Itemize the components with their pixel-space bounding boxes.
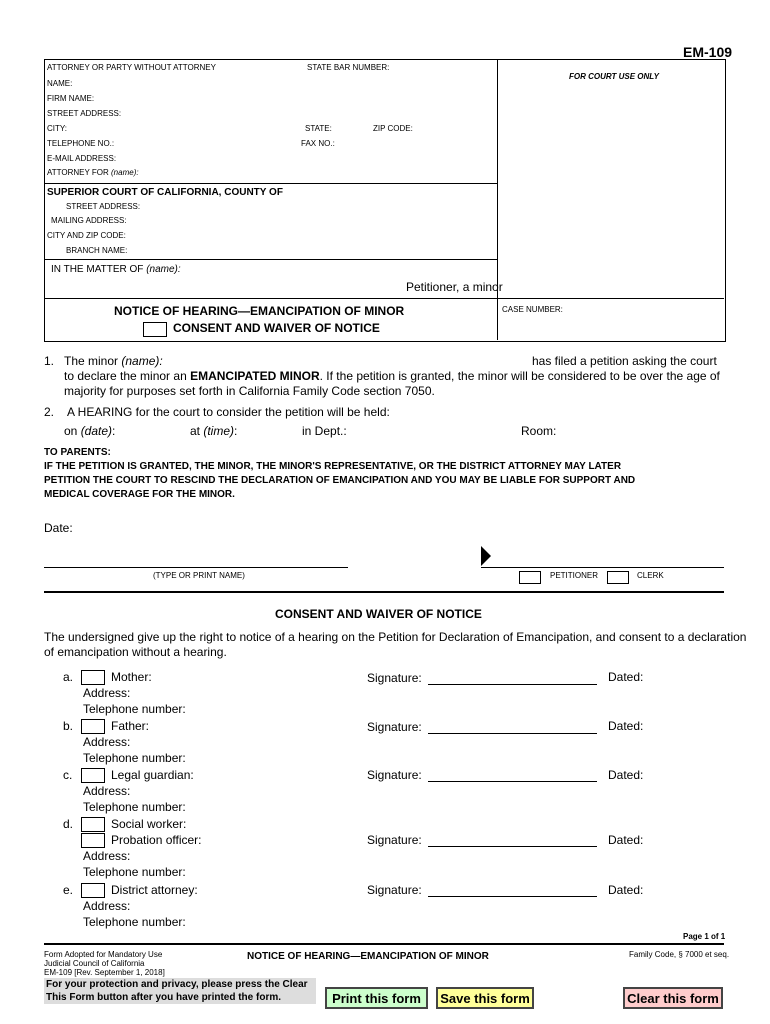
guardian-telephone-label: Telephone number: (83, 800, 186, 814)
attorney-label: ATTORNEY OR PARTY WITHOUT ATTORNEY (47, 63, 216, 72)
hearing-date (64, 424, 115, 438)
mother-telephone-label: Telephone number: (83, 702, 186, 716)
clear-button[interactable]: Clear this form (623, 987, 723, 1009)
da-telephone-label: Telephone number: (83, 915, 186, 929)
adopted-line2: Judicial Council of California (44, 959, 145, 968)
footer-title: NOTICE OF HEARING—EMANCIPATION OF MINOR (247, 951, 489, 962)
matter-label: IN THE MATTER OF (51, 264, 147, 275)
matter-name-hint: (name): (146, 264, 181, 275)
court-title: SUPERIOR COURT OF CALIFORNIA, COUNTY OF (47, 187, 283, 198)
father-telephone-label: Telephone number: (83, 751, 186, 765)
item2-text: A HEARING for the court to consider the petition will be held: (67, 405, 390, 419)
guardian-checkbox[interactable] (81, 768, 105, 783)
da-signature-label: Signature: (367, 883, 422, 897)
page-number: Page 1 of 1 (683, 932, 726, 941)
court-branch-label: BRANCH NAME: (66, 246, 128, 255)
matter-line (51, 264, 181, 275)
party-e-letter: e. (63, 883, 74, 897)
item1-line2-rest: . If the petition is granted, the minor will be considered to be over the age of (319, 369, 720, 383)
footer-rule (44, 943, 724, 945)
adopted-line3: EM-109 [Rev. September 1, 2018] (44, 968, 165, 977)
social-address-label: Address: (83, 849, 131, 863)
social-worker-label: Social worker: (111, 817, 187, 831)
consent-checkbox[interactable] (143, 322, 167, 337)
court-use-label: FOR COURT USE ONLY (569, 72, 659, 81)
city-label: CITY: (47, 124, 68, 133)
party-c-letter: c. (63, 768, 73, 782)
mother-checkbox[interactable] (81, 670, 105, 685)
type-name-label: (TYPE OR PRINT NAME) (153, 571, 245, 580)
item1-text: The minor (64, 354, 122, 368)
privacy-line2: This Form button after you have printed the form. (46, 992, 282, 1003)
party-b-letter: b. (63, 719, 74, 733)
notice-title: NOTICE OF HEARING—EMANCIPATION OF MINOR (114, 304, 405, 318)
state-bar-label: STATE BAR NUMBER: (307, 63, 390, 72)
case-number-label: CASE NUMBER: (502, 305, 563, 314)
name-line (44, 567, 348, 568)
date-hint: (date) (80, 424, 113, 438)
court-street-label: STREET ADDRESS: (66, 202, 141, 211)
room-label: Room: (521, 424, 557, 438)
signature-line (481, 567, 724, 568)
family-code: Family Code, § 7000 et seq. (629, 950, 730, 959)
court-mailing-label: MAILING ADDRESS: (51, 216, 127, 225)
attorney-for-label: ATTORNEY FOR (47, 168, 112, 177)
mother-signature-label: Signature: (367, 671, 422, 685)
fax-label: FAX NO.: (301, 139, 335, 148)
name-label: NAME: (47, 79, 73, 88)
print-button[interactable]: Print this form (325, 987, 428, 1009)
party-a-letter: a. (63, 670, 74, 684)
parents-line2: PETITION THE COURT TO RESCIND THE DECLARATION OF EMANCIPATION AND YOU MAY BE LIABLE FOR SUPPORT AND (44, 475, 636, 486)
email-label: E-MAIL ADDRESS: (47, 154, 117, 163)
mother-label: Mother: (111, 670, 152, 684)
on-label: on (64, 424, 81, 438)
attorney-for-name-hint: (name): (111, 168, 139, 177)
father-address-label: Address: (83, 735, 131, 749)
item1-line2 (64, 369, 720, 383)
consent-intro1: The undersigned give up the right to notice of a hearing on the Petition for Declaration of Emancipation, and consent to a declaration (44, 630, 747, 644)
hearing-time (190, 424, 237, 438)
da-address-label: Address: (83, 899, 131, 913)
social-signature-line[interactable] (428, 846, 597, 847)
item1-text-b: has filed a petition asking the court (532, 354, 717, 368)
party-d-letter: d. (63, 817, 74, 831)
father-signature-label: Signature: (367, 720, 422, 734)
time-hint: (time) (203, 424, 235, 438)
consent-section-title: CONSENT AND WAIVER OF NOTICE (275, 607, 482, 621)
father-label: Father: (111, 719, 150, 733)
da-signature-line[interactable] (428, 896, 597, 897)
parents-title: TO PARENTS: (44, 447, 111, 458)
guardian-label: Legal guardian: (111, 768, 194, 782)
clerk-checkbox[interactable] (607, 571, 629, 584)
consent-title: CONSENT AND WAIVER OF NOTICE (173, 321, 380, 335)
item1-line3: majority for purposes set forth in California Family Code section 7050. (64, 384, 435, 398)
district-attorney-label: District attorney: (111, 883, 198, 897)
street-label: STREET ADDRESS: (47, 109, 122, 118)
at-label: at (190, 424, 204, 438)
petitioner-checkbox[interactable] (519, 571, 541, 584)
probation-officer-checkbox[interactable] (81, 833, 105, 848)
rule (44, 183, 497, 184)
mother-address-label: Address: (83, 686, 131, 700)
social-dated-label: Dated: (608, 833, 644, 847)
father-checkbox[interactable] (81, 719, 105, 734)
section-divider (44, 591, 724, 593)
court-city-label: CITY AND ZIP CODE: (47, 231, 126, 240)
caption-box (44, 59, 726, 342)
save-button[interactable]: Save this form (436, 987, 534, 1009)
social-telephone-label: Telephone number: (83, 865, 186, 879)
privacy-line1: For your protection and privacy, please press the Clear (46, 979, 308, 990)
da-dated-label: Dated: (608, 883, 644, 897)
guardian-dated-label: Dated: (608, 768, 644, 782)
dept-label: in Dept.: (302, 424, 347, 438)
mother-signature-line[interactable] (428, 684, 597, 685)
probation-officer-label: Probation officer: (111, 833, 202, 847)
time-colon: : (234, 424, 238, 438)
state-label: STATE: (305, 124, 332, 133)
father-signature-line[interactable] (428, 733, 597, 734)
father-dated-label: Dated: (608, 719, 644, 733)
social-worker-checkbox[interactable] (81, 817, 105, 832)
social-signature-label: Signature: (367, 833, 422, 847)
district-attorney-checkbox[interactable] (81, 883, 105, 898)
petitioner-label: Petitioner, a minor (406, 280, 503, 294)
petitioner-label: PETITIONER (550, 571, 599, 580)
date-colon: : (112, 424, 116, 438)
item1-line2-bold: EMANCIPATED MINOR (190, 369, 320, 383)
item1-name-hint: (name): (121, 354, 163, 368)
rule (44, 298, 724, 299)
clerk-label: CLERK (637, 571, 664, 580)
parents-line3: MEDICAL COVERAGE FOR THE MINOR. (44, 489, 235, 500)
privacy-notice (44, 978, 316, 1004)
item1-line2-text: to declare the minor an (64, 369, 191, 383)
guardian-address-label: Address: (83, 784, 131, 798)
date-label: Date: (44, 521, 73, 535)
consent-intro2: of emancipation without a hearing. (44, 645, 227, 659)
adopted-line1: Form Adopted for Mandatory Use (44, 950, 163, 959)
firm-label: FIRM NAME: (47, 94, 95, 103)
rule (44, 259, 497, 260)
tel-label: TELEPHONE NO.: (47, 139, 115, 148)
item2-number: 2. (44, 405, 55, 419)
signature-arrow-icon (481, 546, 491, 566)
form-id: EM-109 (683, 44, 733, 60)
zip-label: ZIP CODE: (373, 124, 413, 133)
guardian-signature-label: Signature: (367, 768, 422, 782)
attorney-for-line (47, 168, 139, 177)
mother-dated-label: Dated: (608, 670, 644, 684)
item1-number: 1. (44, 354, 55, 368)
parents-line1: IF THE PETITION IS GRANTED, THE MINOR, THE MINOR'S REPRESENTATIVE, OR THE DISTRICT ATTORNEY MAY LATER (44, 461, 622, 472)
guardian-signature-line[interactable] (428, 781, 597, 782)
item1-line1 (64, 354, 163, 368)
